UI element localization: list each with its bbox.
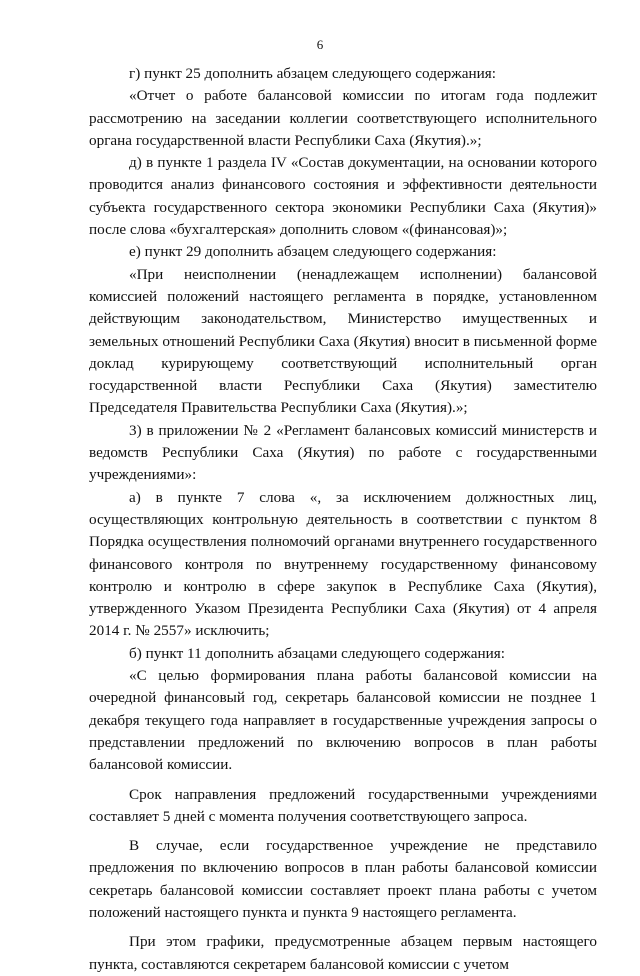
document-body <box>89 63 597 976</box>
paragraph: б) пункт 11 дополнить абзацами следующего содержания: <box>129 644 505 662</box>
paragraph: При этом графики, предусмотренные абзацем первым настоящего пункта, составляются секретарем балансовой комиссии с учетом <box>89 933 597 973</box>
paragraph: «Отчет о работе балансовой комиссии по итогам года подлежит рассмотрению на заседании коллегии соответствующего исполнительного органа государственной власти Республики Саха (Якутия).»; <box>89 87 597 149</box>
page-number: 6 <box>316 37 324 52</box>
paragraph: 3) в приложении № 2 «Регламент балансовых комиссий министерств и ведомств Республики Саха (Якутия) по работе с государственными учреждениями»: <box>89 421 597 484</box>
paragraph: «При неисполнении (ненадлежащем исполнении) балансовой комиссией положений настоящего регламента в порядке, установленном действующим законодательством, Министерство имущественных и земельных отношений Республики Саха (Якутия) вносит в письменной форме доклад курирующему соответствующий исполнительный орган государственной власти Республики Саха (Якутия) заместителю Председателя Правительства Республики Саха (Якутия).»; <box>89 265 597 417</box>
paragraph: г) пункт 25 дополнить абзацем следующего содержания: <box>129 65 496 82</box>
paragraph: е) пункт 29 дополнить абзацем следующего содержания: <box>129 243 497 261</box>
paragraph: а) в пункте 7 слова «, за исключением должностных лиц, осуществляющих контрольную деятельность в соответствии с пунктом 8 Порядка осуществления полномочий органами внутреннего государственного финансового контроля по внутреннему государственному финансовому контролю и контролю в сфере закупок в Республике Саха (Якутия), утвержденного Указом Президента Республики Саха (Якутия) от 4 апреля 2014 г. № 2557» исключить; <box>89 488 597 640</box>
paragraph: В случае, если государственное учреждение не представило предложения по включению вопросов в план работы балансовой комиссии секретарь балансовой комиссии составляет проект плана работы с учетом положений настоящего пункта и пункта 9 настоящего регламента. <box>89 837 597 921</box>
paragraph: д) в пункте 1 раздела IV «Состав документации, на основании которого проводится анализ финансового состояния и эффективности деятельности субъекта государственного сектора экономики Республики Саха (Якутия)» после слова «бухгалтерская» дополнить словом «(финансовая)»; <box>89 154 597 239</box>
paragraph: «С целью формирования плана работы балансовой комиссии на очередной финансовый год, секретарь балансовой комиссии не позднее 1 декабря текущего года направляет в государственные учреждения запросы о представлении предложений по включению вопросов в план работы балансовой комиссии. <box>89 667 597 774</box>
paragraph: Срок направления предложений государственными учреждениями составляет 5 дней с момента получения соответствующего запроса. <box>89 785 597 825</box>
